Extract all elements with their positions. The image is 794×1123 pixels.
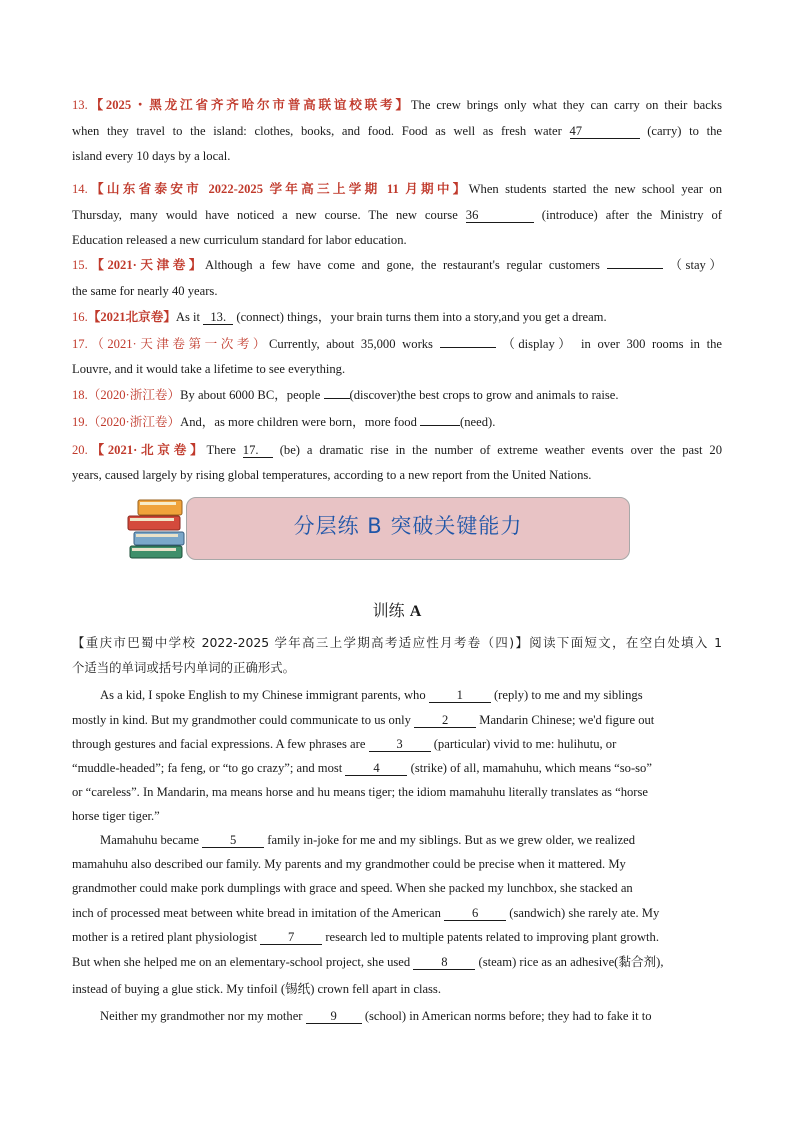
passage-line [72,905,659,921]
question-13-line-1 [72,97,722,113]
books-stack-icon [124,492,188,564]
answer-blank[interactable]: 13. [203,310,233,325]
answer-blank[interactable]: 1 [429,688,491,703]
passage-text: research led to multiple patents related to improving plant growth. [325,930,659,944]
section-title-letter: A [409,603,422,620]
question-number: 15. [72,258,88,272]
question-source: 【2021·北京卷】 [87,443,207,457]
banner-title: 分层练 B 突破关键能力 [293,514,523,538]
passage-text: Mandarin Chinese; we'd figure out [479,713,655,727]
question-text: Although a few have come and gone, the restaurant's regular customers [205,258,600,272]
question-text: Currently, about 35,000 works [269,337,433,351]
passage-text: (reply) to me and my siblings [493,688,643,702]
passage-text: “muddle-headed”; fa feng, or “to go crazy”; and most [72,761,343,775]
question-text: When students started the new school year on [468,182,722,196]
question-15-line-1 [72,257,722,273]
question-text: The crew brings only what they can carry on their backs [410,98,722,112]
question-text: （display） in over 300 rooms in the [502,337,722,351]
question-source: 【2025・黑龙江省齐齐哈尔市普高联谊校联考】 [87,98,411,112]
question-source: 【2021·天津卷】 [87,258,206,272]
question-14-line-1 [72,181,722,197]
passage-line [72,954,663,970]
answer-blank[interactable]: 9 [306,1009,362,1024]
answer-blank[interactable]: 6 [444,906,506,921]
passage-text: through gestures and facial expressions. A few phrases are [72,737,366,751]
question-source: （2020·浙江卷） [87,388,181,402]
question-text: (carry) to the [647,124,722,138]
passage-line: or “careless”. In Mandarin, ma means horse and hu means tiger; the idiom mamahuhu literally translates as “horse [72,785,648,799]
passage-text: Mamahuhu became [100,833,199,847]
question-13-line-2 [72,123,722,139]
passage-text: (school) in American norms before; they had to fake it to [364,1009,652,1023]
passage-line [72,712,654,728]
question-text: when they travel to the island: clothes, books, and food. Food as well as fresh water [72,124,562,138]
answer-blank[interactable]: 8 [413,955,475,970]
passage-line: horse tiger tiger.” [72,809,160,823]
question-text: (need). [460,415,496,429]
question-number: 17. [72,337,88,351]
question-source: （2021·天津卷第一次考） [87,337,270,351]
answer-blank[interactable] [420,425,460,426]
question-number: 14. [72,182,88,196]
passage-text: inch of processed meat between white bread in imitation of the American [72,906,441,920]
question-number: 19. [72,415,88,429]
passage-text: (particular) vivid to me: hulihutu, or [433,737,617,751]
question-15-line-2: the same for nearly 40 years. [72,284,218,298]
question-source: 【2021北京卷】 [87,310,176,324]
question-text: (connect) things，your brain turns them into a story,and you get a dream. [236,310,607,324]
question-number: 16. [72,310,88,324]
section-title-text: 训练 [372,601,405,620]
passage-line: instead of buying a glue stick. My tinfoil (锡纸) crown fell apart in class. [72,982,441,996]
answer-blank[interactable]: 5 [202,833,264,848]
answer-blank[interactable]: 36 [466,208,534,223]
answer-blank[interactable]: 4 [345,761,407,776]
question-17-line-2: Louvre, and it would take a lifetime to see everything. [72,362,346,376]
passage-text: But when she helped me on an elementary-school project, she used [72,955,411,969]
question-text: （stay） [669,258,722,272]
answer-blank[interactable] [440,347,496,348]
passage-text: (sandwich) she rarely ate. My [509,906,660,920]
question-text: (introduce) after the Ministry of [541,208,722,222]
question-17-line-1 [72,336,722,352]
section-banner [186,497,630,560]
question-number: 13. [72,98,88,112]
passage-text: (strike) of all, mamahuhu, which means “so-so” [410,761,652,775]
passage-line: grandmother could make pork dumplings with grace and speed. When she packed my lunchbox, she stacked an [72,881,633,895]
question-text: (discover)the best crops to grow and animals to raise. [349,388,619,402]
passage-text: As a kid, I spoke English to my Chinese immigrant parents, who [100,688,426,702]
question-18-line-1 [72,387,619,403]
question-source: 【山东省泰安市 2022-2025 学年高三上学期 11 月期中】 [87,182,469,196]
answer-blank[interactable]: 2 [414,713,476,728]
question-text: (be) a dramatic rise in the number of extreme weather events over the past 20 [279,443,722,457]
answer-blank[interactable]: 7 [260,930,322,945]
answer-blank[interactable]: 17. [243,443,273,458]
answer-blank[interactable]: 3 [369,737,431,752]
passage-text: (steam) rice as an adhesive(黏合剂), [478,955,664,969]
question-20-line-2: years, caused largely by rising global temperatures, according to a new report from the United Nations. [72,468,592,482]
answer-blank[interactable]: 47 [570,124,640,139]
question-text: There [206,443,236,457]
question-19-line-1 [72,414,495,430]
answer-blank[interactable] [324,398,350,399]
answer-blank[interactable] [607,268,663,269]
passage-line: mamahuhu also described our family. My parents and my grandmother could be precise when it mattered. My [72,857,626,871]
instruction-line-1: 【重庆市巴蜀中学校 2022-2025 学年高三上学期高考适应性月考卷（四)】阅读下面短文，在空白处填入 1 [72,635,722,650]
passage-text: Neither my grandmother nor my mother [100,1009,303,1023]
section-title [0,598,794,621]
passage-text: mother is a retired plant physiologist [72,930,258,944]
passage-line [100,832,635,848]
question-20-line-1 [72,442,722,458]
question-14-line-2 [72,207,722,223]
passage-text: mostly in kind. But my grandmother could communicate to us only [72,713,411,727]
passage-line [72,736,616,752]
passage-line [72,760,652,776]
passage-line [72,929,659,945]
passage-line [100,687,643,703]
question-13-line-3: island every 10 days by a local. [72,149,231,163]
question-number: 18. [72,388,88,402]
instruction-line-2: 个适当的单词或括号内单词的正确形式。 [72,660,296,675]
question-14-line-3: Education released a new curriculum standard for labor education. [72,233,407,247]
question-text: Thursday, many would have noticed a new course. The new course [72,208,458,222]
passage-line [100,1008,652,1024]
question-source: （2020·浙江卷） [87,415,181,429]
question-text: And，as more children were born，more food [180,415,417,429]
question-number: 20. [72,443,88,457]
question-text: As it [175,310,201,324]
passage-text: family in-joke for me and my siblings. But as we grew older, we realized [267,833,636,847]
question-16-line-1 [72,309,607,325]
question-text: By about 6000 BC，people [180,388,321,402]
